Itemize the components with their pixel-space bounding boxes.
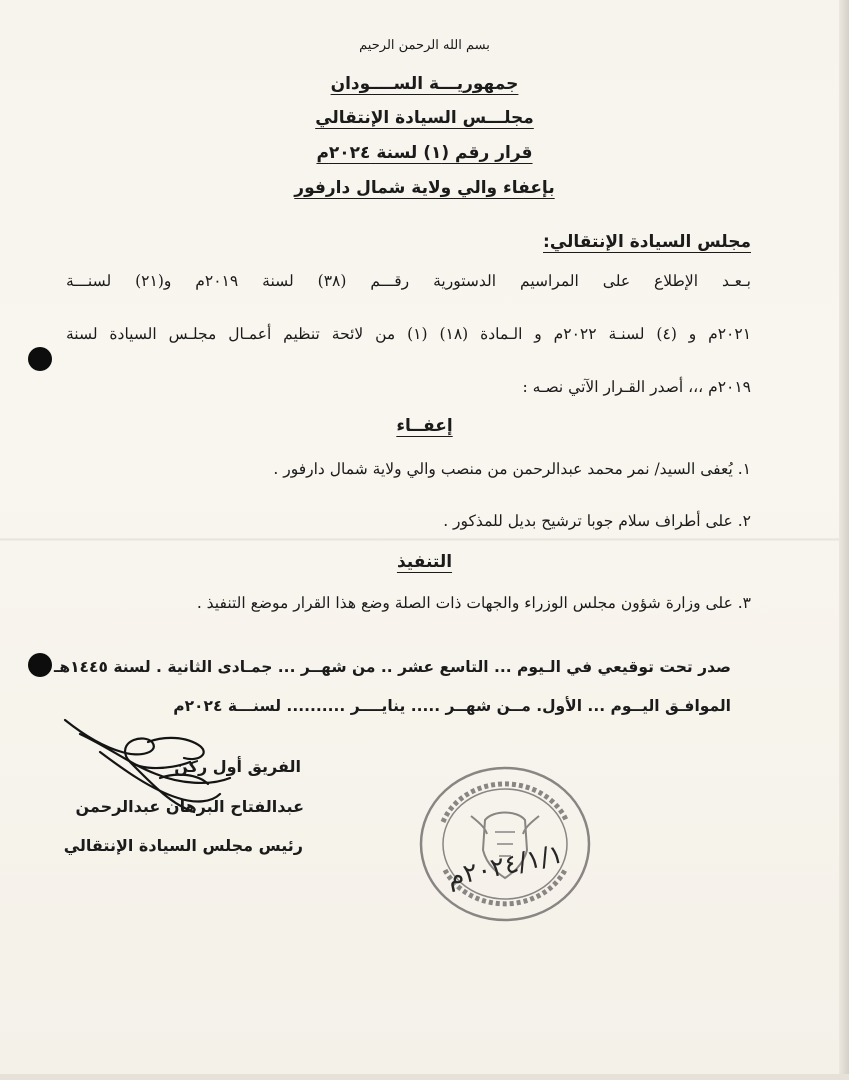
- signatory-title: رئيس مجلس السيادة الإنتقالي: [63, 836, 303, 855]
- basmala: بسم الله الرحمن الرحيم: [359, 38, 490, 53]
- issuance-gregorian-date: الموافـق اليــوم ... الأول. مــن شهــر ..... ينايــــر .......... لسنـــة ٢٠٢٤م: [173, 697, 731, 715]
- council-label: مجلس السيادة الإنتقالي:: [543, 232, 751, 252]
- section-dismissal: إعفــاء: [396, 416, 453, 436]
- paper-bottom-edge: [0, 1074, 849, 1080]
- decree-number: قرار رقم (١) لسنة ٢٠٢٤م: [316, 143, 533, 163]
- preamble-line-3: ٢٠١٩م ،،، أصدر القـرار الآتي نصـه :: [522, 378, 751, 396]
- section-execution: التنفيذ: [396, 552, 453, 572]
- signatory-rank: الفريق أول ركن: [174, 757, 301, 776]
- punch-hole: [28, 347, 52, 371]
- decision-item-3: ٣. على وزارة شؤون مجلس الوزراء والجهات ذات الصلة وضع هذا القرار موضع التنفيذ .: [196, 594, 751, 612]
- punch-hole: [28, 653, 52, 677]
- official-seal-stamp: [415, 762, 595, 927]
- decision-item-1: ١. يُعفى السيد/ نمر محمد عبدالرحمن من منصب والي ولاية شمال دارفور .: [273, 460, 751, 478]
- paper-fold: [0, 538, 849, 541]
- decree-subject: بإعفاء والي ولاية شمال دارفور: [294, 178, 555, 198]
- issuance-hijri-date: صدر تحت توقيعي في الـيوم ... التاسع عشر .. من شهــر ... جمـادى الثانية . لسنة ١٤٤٥هـ: [54, 658, 731, 676]
- republic-heading: جمهوريـــة الســــودان: [330, 74, 519, 94]
- preamble-line-1: بـعـد الإطلاع على المراسيم الدستورية رقـــم (٣٨) لسنة ٢٠١٩م و(٢١) لسنـــة: [66, 272, 751, 290]
- council-heading: مجلـــس السيادة الإنتقالي: [315, 108, 534, 128]
- signatory-name: عبدالفتاح البرهان عبدالرحمن: [75, 797, 304, 816]
- decision-item-2: ٢. على أطراف سلام جوبا ترشيح بديل للمذكور .: [443, 512, 751, 530]
- stamp-handwritten-date: ٢٠٢٤/١/١م: [444, 839, 566, 894]
- preamble-line-2: ٢٠٢١م و (٤) لسنـة ٢٠٢٢م و الـمادة (١٨) (١) من لائحة تنظيم أعمـال مجلـس السيادة لسنة: [66, 325, 752, 343]
